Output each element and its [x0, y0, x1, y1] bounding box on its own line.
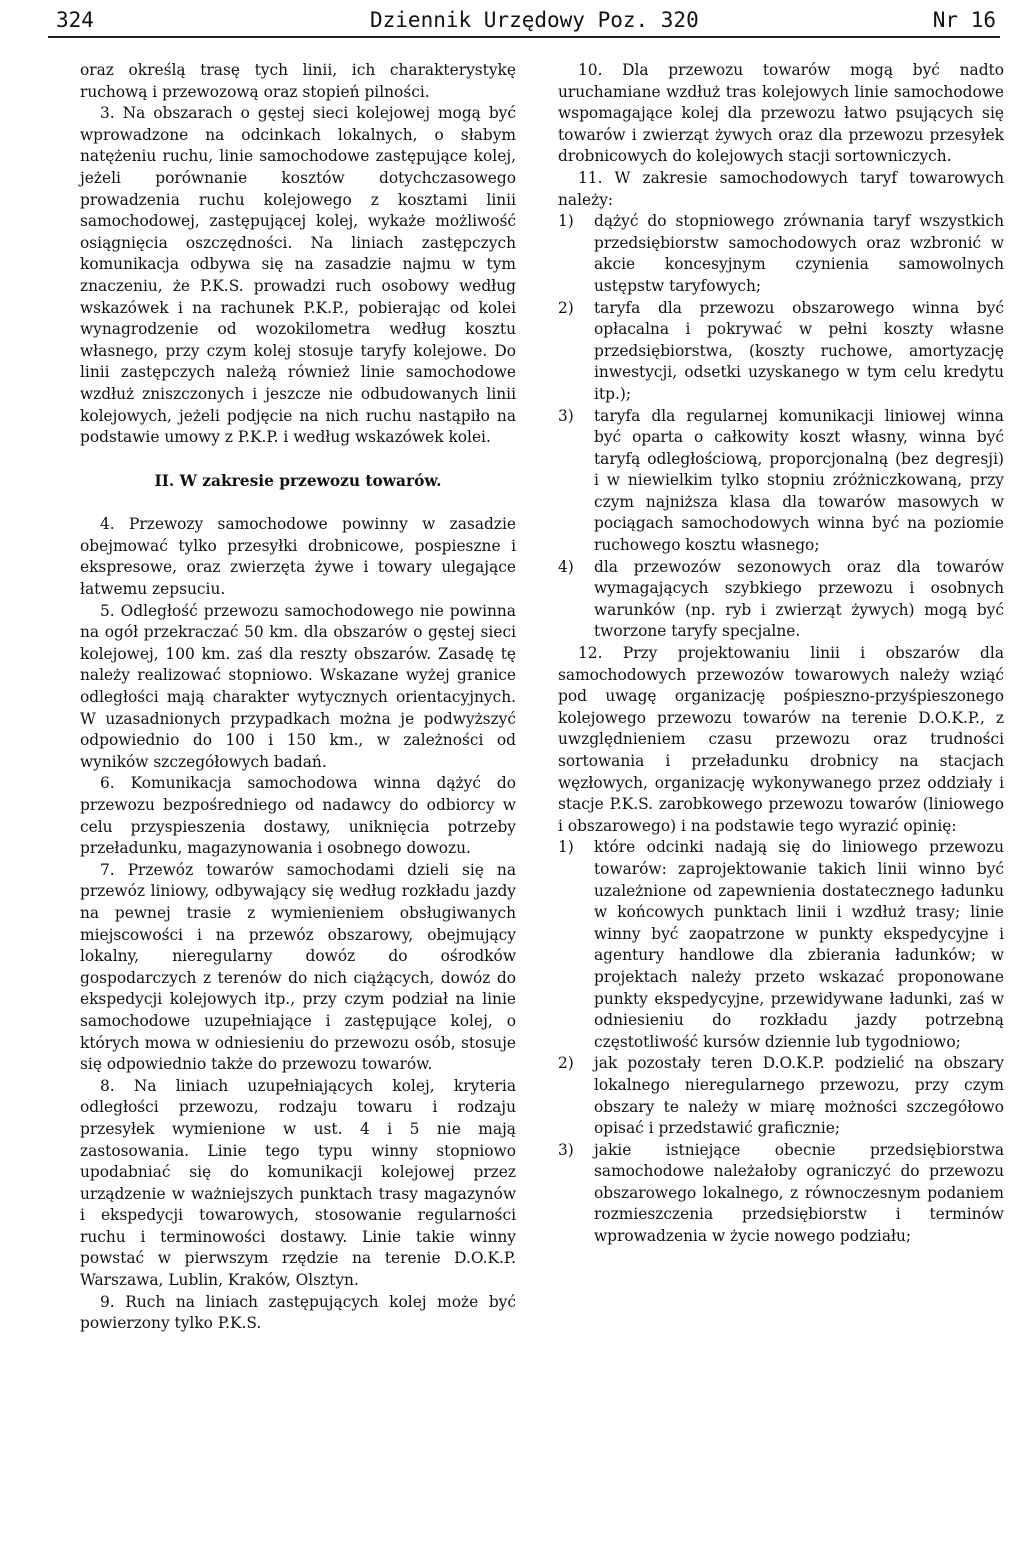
- paragraph-continuation: oraz określą trasę tych linii, ich charakterystykę ruchową i przewozową oraz stopień pilności.: [80, 61, 516, 101]
- paragraph-10: 10. Dla przewozu towarów mogą być nadto uruchamiane wzdłuż tras kolejowych linie samochodowe wspomagające kolej dla przewozu łatwo psujących się towarów i zwierząt żywych oraz dla przewozu przesyłek drobnicowych do kolejowych stacji sortowniczych.: [558, 61, 1004, 166]
- paragraph-8: 8. Na liniach uzupełniających kolej, kryteria odległości przewozu, rodzaju towaru i rodzaju przesyłek wymienione w ust. 4 i 5 nie mają zastosowania. Linie tego typu winny stopniowo upodabniać się do komunikacji kolejowej przez urządzenie w ważniejszych punktach trasy magazynów i ekspedycji towarowych, stosowanie regularności ruchu i terminowości dostawy. Linie takie winny powstać w pierwszym rzędzie na terenie D.O.K.P. Warszawa, Lublin, Kraków, Olsztyn.: [80, 1076, 516, 1290]
- list-item-text: jakie istniejące obecnie przedsiębiorstwa samochodowe należałoby ograniczyć do przewozu obszarowego lokalnego, z równoczesnym podaniem rozmieszczenia przedsiębiorstw i terminów wprowadzenia w życie nowego podziału;: [594, 1140, 1004, 1246]
- paragraph-9: 9. Ruch na liniach zastępujących kolej może być powierzony tylko P.K.S.: [80, 1292, 516, 1333]
- list-item: [558, 211, 1004, 297]
- list-item-number: 1): [558, 212, 574, 231]
- paragraph-11-list: [558, 211, 1004, 643]
- paragraph-12-list: [558, 837, 1004, 1247]
- issue-number: Nr 16: [932, 8, 996, 32]
- list-item-text: jak pozostały teren D.O.K.P. podzielić na obszary lokalnego nieregularnego przewozu, przy czym obszary te należy w miarę możności szczegółowo opisać i przedstawić graficznie;: [594, 1054, 1004, 1138]
- journal-title: Dziennik Urzędowy Poz. 320: [370, 8, 699, 32]
- paragraph-5: 5. Odległość przewozu samochodowego nie powinna na ogół przekraczać 50 km. dla obszarów o gęstej sieci kolejowej, 100 km. zaś dla reszty obszarów. Zasadę tę należy realizować stopniowo. Wskazane wyżej granice odległości mają charakter wytycznych orientacyjnych. W uzasadnionych przypadkach można je podwyższyć odpowiednio do 100 i 150 km., w zależności od wyników szczegółowych badań.: [80, 601, 516, 771]
- list-item-text: taryfa dla regularnej komunikacji liniowej winna być oparta o całkowity koszt własny, winna być taryfą odległościową, proporcjonalną (bez degresji) i w niewielkim tylko stopniu zróżniczkowaną, przy czym najniższa klasa dla towarów masowych w pociągach samochodowych winna być na poziomie ruchowego kosztu własnego;: [594, 406, 1004, 555]
- list-item-text: dla przewozów sezonowych oraz dla towarów wymagających szybkiego przewozu i osobnych warunków (np. ryb i zwierząt żywych) mogą być tworzone taryfy specjalne.: [594, 557, 1004, 641]
- paragraph-6: 6. Komunikacja samochodowa winna dążyć do przewozu bezpośredniego od nadawcy do odbiorcy w celu przyspieszenia dostawy, uniknięcia potrzeby przeładunku, magazynowania i osobnego dowozu.: [80, 774, 516, 858]
- paragraph-11-intro: 11. W zakresie samochodowych taryf towarowych należy:: [558, 168, 1004, 209]
- list-item-number: 1): [558, 838, 574, 857]
- list-item-text: które odcinki nadają się do liniowego przewozu towarów: zaprojektowanie takich linii winno być uzależnione od zapewnienia dostatecznego ładunku w końcowych punktach linii i wzdłuż trasy; linie winny być zaopatrzone w punkty ekspedycyjne i agentury handlowe dla zbierania ładunków; w projektach należy przeto wskazać proponowane punkty ekspedycyjne, przewidywane ładunki, zaś w odniesieniu do rozkładu jazdy potrzebną częstotliwość kursów dziennie lub tygodniowo;: [594, 838, 1004, 1051]
- list-item: [558, 1053, 1004, 1139]
- list-item: [558, 1140, 1004, 1248]
- list-item-number: 4): [558, 557, 574, 576]
- list-item-number: 2): [558, 298, 574, 317]
- list-item-text: taryfa dla przewozu obszarowego winna być opłacalna i pokrywać w pełni koszty własne przedsiębiorstwa, (koszty ruchowe, amortyzację inwestycji, odsetki uzyskanego w tym celu kredytu itp.);: [594, 298, 1004, 403]
- list-item-number: 2): [558, 1054, 574, 1073]
- left-column: [80, 60, 516, 1335]
- list-item-text: dążyć do stopniowego zrównania taryf wszystkich przedsiębiorstw samochodowych oraz wzbronić w akcie koncesyjnym czynienia samowolnych ustępstw taryfowych;: [594, 212, 1004, 295]
- paragraph-3: 3. Na obszarach o gęstej sieci kolejowej mogą być wprowadzone na odcinkach lokalnych, o słabym natężeniu ruchu, linie samochodowe zastępujące kolej, jeżeli porównanie kosztów dotychczasowego prowadzenia ruchu kolejowego z kosztami linii samochodowej, zastępującej kolej, wykaże możliwość osiągnięcia oszczędności. Na liniach zastępczych komunikacja odbywa się na zasadzie najmu w tym znaczeniu, że P.K.S. prowadzi ruch osobowy według wskazówek i na rachunek P.K.P., pobierając od kolei wynagrodzenie od wozokilometra według kosztu własnego, przy czym kolej stosuje taryfy kolejowe. Do linii zastępczych należą również linie samochodowe wzdłuż zniszczonych i jeszcze nie odbudowanych linii kolejowych, jeżeli podjęcie na nich ruchu nastąpiło na podstawie umowy z P.K.P. i według wskazówek kolei.: [80, 104, 516, 447]
- paragraph-7: 7. Przewóz towarów samochodami dzieli się na przewóz liniowy, odbywający się według rozkładu jazdy na pewnej trasie z wymienieniem obsługiwanych miejscowości i na przewóz obszarowy, obejmujący lokalny, nieregularny dowóz do ośrodków gospodarczych z terenów do nich ciążących, dowóz do ekspedycji kolejowych itp., przy czym podział na linie samochodowe uzupełniające i zastępujące kolej, o których mowa w odniesieniu do przewozu osób, stosuje się odpowiednio także do przewozu towarów.: [80, 860, 516, 1074]
- page-number: 324: [56, 8, 94, 32]
- list-item-number: 3): [558, 406, 574, 425]
- list-item: [558, 406, 1004, 557]
- paragraph-4: 4. Przewozy samochodowe powinny w zasadzie obejmować tylko przesyłki drobnicowe, pospieszne i ekspresowe, oraz zwierzęta żywe i towary ulegające łatwemu zepsuciu.: [80, 515, 516, 599]
- right-column: [558, 60, 1004, 1248]
- list-item: [558, 298, 1004, 406]
- paragraph-12-intro: 12. Przy projektowaniu linii i obszarów dla samochodowych przewozów towarowych należy wziąć pod uwagę organizację pośpieszno-przyśpieszonego kolejowego przewozu towarów na terenie D.O.K.P., z uwzględnieniem czasu przewozu oraz trudności sortowania i przeładunku drobnicy na stacjach węzłowych, organizację wykonywanego przez oddziały i stacje P.K.S. zarobkowego przewozu towarów (liniowego i obszarowego) i na podstawie tego wyrazić opinię:: [558, 644, 1004, 835]
- page-header: [48, 8, 1000, 38]
- section-heading: II. W zakresie przewozu towarów.: [154, 471, 442, 490]
- list-item-number: 3): [558, 1140, 574, 1159]
- list-item: [558, 557, 1004, 643]
- list-item: [558, 837, 1004, 1053]
